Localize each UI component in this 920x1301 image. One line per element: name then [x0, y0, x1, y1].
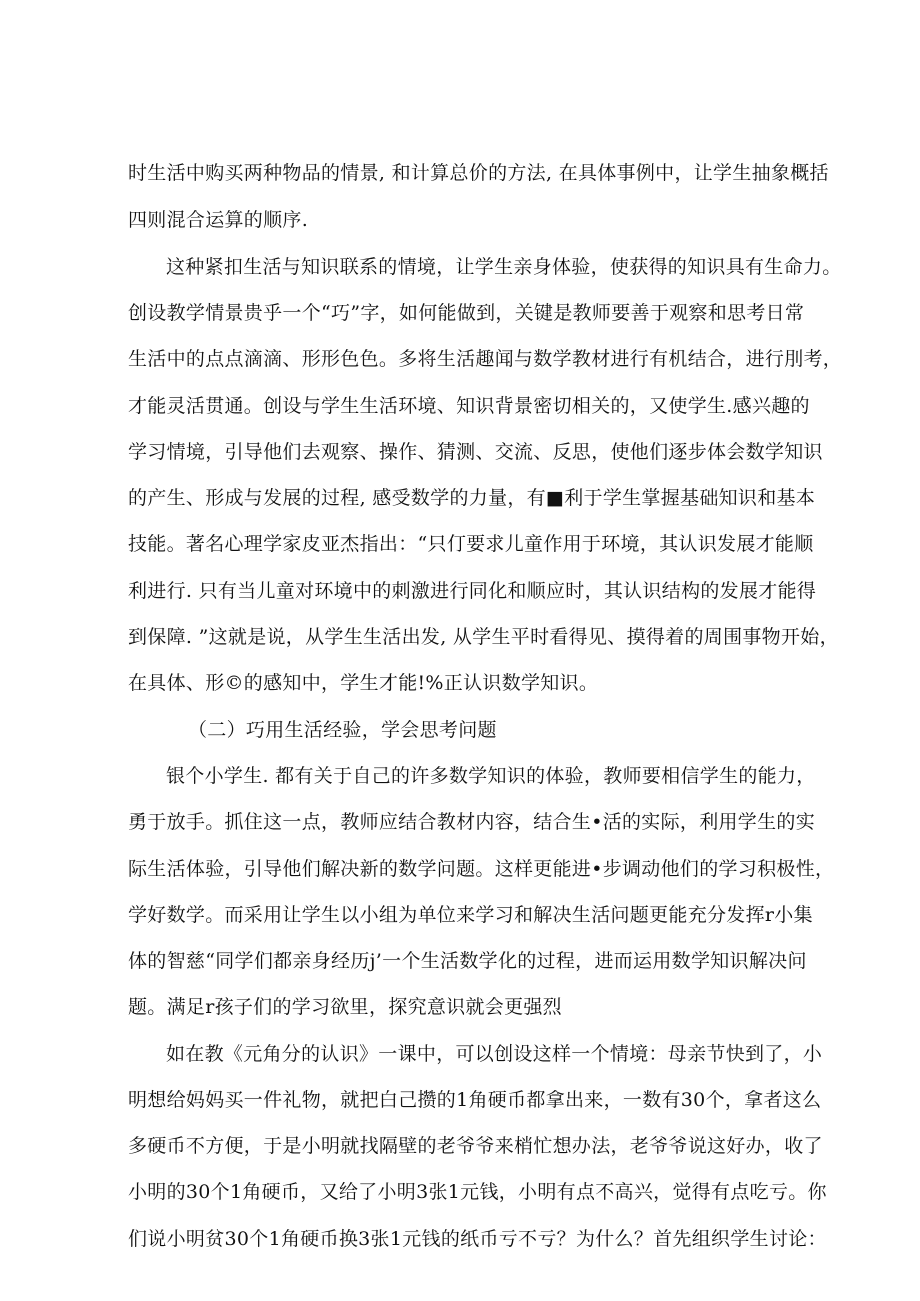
paragraph-line: 在具体、形©的感知中，学生才能!%正认识数学知识。	[128, 672, 599, 694]
paragraph-line: 四则混合运算的顺序.	[128, 209, 309, 231]
paragraph-line: 际生活体验，引导他们解决新的数学问题。这样更能进•步调动他们的学习积极性，	[128, 858, 835, 880]
paragraph-line: 如在教《元角分的认识》一课中，可以创设这样一个情境：母亲节快到了，小	[166, 1043, 823, 1065]
paragraph-line: 这种紧扣生活与知识联系的情境，让学生亲身体验，使获得的知识具有生命力。	[166, 256, 842, 278]
paragraph-line: 利进行. 只有当儿童对环境中的刺激进行同化和顺应时，其认识结构的发展才能得	[128, 580, 817, 602]
paragraph-line: 时生活中购买两种物品的情景, 和计算总价的方法, 在具体事例中，让学生抽象概括	[128, 162, 829, 184]
paragraph-line: 题。满足r孩子们的学习欲里，探究意识就会更强烈	[128, 996, 562, 1018]
section-heading: （二）巧用生活经验，学会思考问题	[188, 719, 497, 741]
paragraph-line: 创设教学情景贵乎一个“巧”字，如何能做到，关键是教师要善于观察和思考日常	[128, 302, 805, 324]
paragraph-line: 体的智慈“同学们都亲身经历j’一个生活数学化的过程，进而运用数学知识解决问	[128, 950, 807, 972]
paragraph-line: 学好数学。而采用让学生以小组为单位来学习和解决生活问题更能充分发挥r小集	[128, 904, 813, 926]
paragraph-line: 银个小学生. 都有关于自己的许多数学知识的体验，教师要相信学生的能力，	[166, 765, 816, 787]
paragraph-line: 多硬币不方便，于是小明就找隔壁的老爷爷来梢忙想办法，老爷爷说这好办，收了	[128, 1135, 823, 1157]
paragraph-line: 学习情境，引导他们去观察、操作、猜测、交流、反思，使他们逐步体会数学知识	[128, 441, 823, 463]
paragraph-line: 明想给妈妈买一件礼物，就把白己攒的1角硬币都拿出来，一数有30个，拿者这么	[128, 1089, 822, 1111]
paragraph-line: 小明的30个1角硬币，又给了小明3张1元钱，小明有点不高兴，觉得有点吃亏。你	[128, 1181, 827, 1203]
paragraph-line: 的产生、形成与发展的过程, 感受数学的力量，有■利于学生掌握基础知识和基本	[128, 487, 816, 509]
paragraph-line: 技能。著名心理学家皮亚杰指出：“只仃要求儿童作用于环境，其认识发展才能顺	[128, 533, 814, 555]
paragraph-line: 勇于放手。抓住这一点，教师应结合教材内容，结合生•活的实际，利用学生的实	[128, 811, 816, 833]
paragraph-line: 生活中的点点滴滴、形形色色。多将生活趣闻与数学教材进行有机结合，进行刖考，	[128, 348, 843, 370]
paragraph-line: 们说小明贫30个1角硬币换3张1元钱的纸币亏不亏？为什么？首先组织学生讨论：	[128, 1228, 827, 1250]
paragraph-line: 才能灵活贯通。创设与学生生活环境、知识背景密切相关的，又使学生.感兴趣的	[128, 395, 810, 417]
paragraph-line: 到保障. ”这就是说，从学生生活出发, 从学生平时看得见、摸得着的周围事物开始，	[128, 626, 839, 648]
